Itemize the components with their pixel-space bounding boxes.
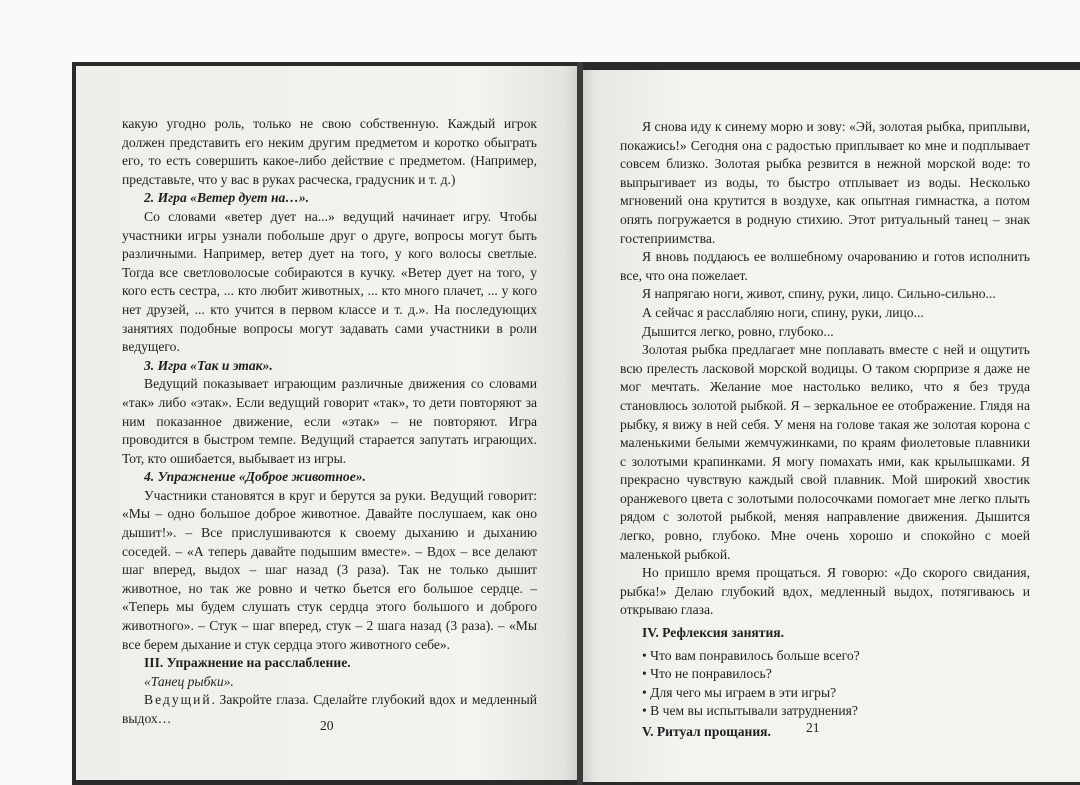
page-number: 20 xyxy=(320,718,334,733)
book-spine xyxy=(577,62,583,785)
paragraph: Я напрягаю ноги, живот, спину, руки, лицо. Сильно-сильно... xyxy=(642,286,996,302)
paragraph: Золотая рыбка предлагает мне поплавать вместе с ней и ощутить всю прелесть ласковой морской водицы. О таком сюрпризе я даже не мог мечтать. Желание мое настолько велико, что я без труда становлюсь золотой рыбкой. Я – зеркальное ее отображение. Глядя на рыбку, я вижу в ней себя. У меня на голове такая же золотая корона с маленькими белыми жемчужинками, по краям фиолетовые плавники с золотыми крапинками. Я могу помахать ими, как крылышками. Я прекрасно чувствую каждый свой плавник. Мой широкий хвостик оранжевого цвета с золотыми полосочками помогает мне легко плыть рядом с золотой рыбкой, меняя направление движения. Дышится легко, ровно, глубоко. Мне очень хорошо и спокойно с моей маленькой рыбкой. xyxy=(620,342,1030,562)
page-number: 21 xyxy=(806,720,820,735)
speaker-label: Ведущий xyxy=(144,692,212,708)
section-heading: IV. Рефлексия занятия. xyxy=(642,625,785,641)
section-heading: III. Упражнение на расслабление. xyxy=(144,655,351,671)
section-heading: 3. Игра «Так и этак». xyxy=(144,357,273,373)
paragraph: А сейчас я расслабляю ноги, спину, руки, лицо... xyxy=(642,304,924,320)
paragraph: Со словами «ветер дует на...» ведущий начинает игру. Чтобы участники игры узнали побольше друг о друге, вопросы могут быть различными. Например, ветер дует на того, у кого волосы светлые. Тогда все светловолосые собираются в кучку. «Ветер дует на того, у кого есть сестра, ... кто любит животных, ... кто много плачет, ... у кого нет друзей, ... кто учится в первом классе и т. д.». На последующих занятиях подобные вопросы могут задавать сами участники в роли ведущего. xyxy=(122,208,537,355)
paragraph: Участники становятся в круг и берутся за руки. Ведущий говорит: «Мы – одно большое доброе животное. Давайте послушаем, как оно дышит!». – Все прислушиваются к своему дыханию и дыханию соседей. – «А теперь давайте подышим вместе». – Вдох – все делают шаг вперед, выдох – шаг назад (3 раза). Так не только дышит животное, но так же ровно и четко бьется его большое сердце. – «Теперь мы будем слушать стук сердца этого большого и доброго животного». – Стук – шаг вперед, стук – 2 шага назад (3 раза). – «Мы все берем дыхание и стук сердца этого животного себе». xyxy=(122,487,537,652)
paragraph: какую угодно роль, только не свою собственную. Каждый игрок должен представить его неким другим предметом и коротко обыграть его, то есть совершить какое-либо действие с предметом. (Например, представьте, что у вас в руках расческа, градусник и т. д.) xyxy=(122,116,537,187)
section-heading: 2. Игра «Ветер дует на…». xyxy=(144,190,310,206)
right-page-text xyxy=(620,118,1030,742)
list-item: • Что вам понравилось больше всего? xyxy=(620,647,1030,666)
paragraph: Я вновь поддаюсь ее волшебному очарованию и готов исполнить все, что она пожелает. xyxy=(620,249,1030,283)
speaker-text: . Закройте глаза. Сделайте глубокий вдох и медленный выдох… xyxy=(122,692,537,726)
list-item: • В чем вы испытывали затруднения? xyxy=(620,702,1030,721)
paragraph: Но пришло время прощаться. Я говорю: «До скорого свидания, рыбка!» Делаю глубокий вдох, медленный выдох, потягиваюсь и открываю глаза. xyxy=(620,565,1030,618)
reflection-list xyxy=(620,647,1030,721)
list-item: • Что не понравилось? xyxy=(620,665,1030,684)
section-heading: V. Ритуал прощания. xyxy=(642,724,771,739)
section-heading: 4. Упражнение «Доброе животное». xyxy=(144,469,366,485)
paragraph: Я снова иду к синему морю и зову: «Эй, золотая рыбка, приплыви, покажись!» Сегодня она с радостью приплывает ко мне и подплывает совсем близко. Золотая рыбка резвится в нежной морской воде: то выпрыгивает из воды, то быстро отплывает из воды. Несколько мгновений она крутится в воздухе, как опытная гимнастка, а потом опять погружается в родную стихию. Этот ритуальный танец – знак гостеприимства. xyxy=(620,119,1030,246)
paragraph: Ведущий показывает играющим различные движения со словами «так» либо «этак». Если ведущий говорит «так», то дети повторяют за ним показанное движение, если «этак» – не повторяют. Игра проводится в быстром темпе. Ведущий старается запутать играющих. Тот, кто ошибается, выбывает из игры. xyxy=(122,376,537,466)
paragraph: Дышится легко, ровно, глубоко... xyxy=(642,323,834,339)
left-page-text xyxy=(122,115,537,729)
subsection-title: «Танец рыбки». xyxy=(144,673,234,689)
list-item: • Для чего мы играем в эти игры? xyxy=(620,684,1030,703)
